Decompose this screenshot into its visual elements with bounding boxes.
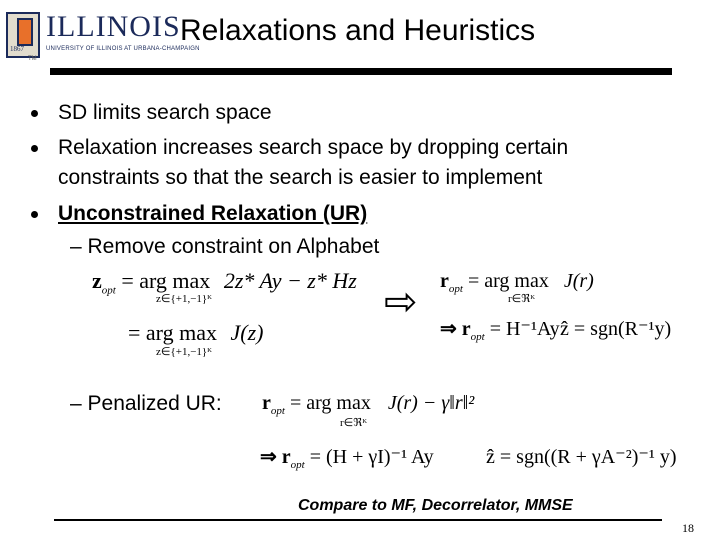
bullet-icon <box>31 145 38 152</box>
equation-ropt-solution: ⇒ $r_{opt} = H^{-1}Ay$ <box>440 318 560 343</box>
constraint-real-2: r∈ℜᴷ <box>340 417 368 429</box>
equation-zhat-penalized: ẑ = sgn((R + γA⁻²)⁻¹ y) <box>486 446 677 468</box>
bullet-2-continued: constraints so that the search is easier to implement <box>58 166 543 189</box>
sub-item-penalized-ur: – Penalized UR: <box>70 392 222 415</box>
sub-item-remove-constraint: – Remove constraint on Alphabet <box>70 235 380 258</box>
equation-penalized-solution: ⇒ $r_{opt} = (H + \gamma I)^{-1}$ Ay <box>260 446 434 471</box>
constraint-discrete-2: z∈{+1,−1}ᴷ <box>156 346 213 358</box>
bullet-3-heading: Unconstrained Relaxation (UR) <box>58 202 368 225</box>
logo-subtitle: UNIVERSITY OF ILLINOIS AT URBANA-CHAMPAIGN <box>46 46 200 52</box>
bullet-2: Relaxation increases search space by dropping certain <box>58 136 569 159</box>
implies-arrow-icon: ⇨ <box>384 279 418 324</box>
bullet-1: SD limits search space <box>58 101 272 124</box>
equation-zhat-ur: ẑ = sgn(R⁻¹y) <box>560 318 672 340</box>
caption: Compare to MF, Decorrelator, MMSE <box>298 497 573 514</box>
equation-zopt-J: = arg max J(z) <box>128 320 264 345</box>
slide-title: Relaxations and Heuristics <box>180 14 536 47</box>
block-i-icon <box>6 12 40 58</box>
equation-penalized: $r_{opt}$ = arg max J(r) − γ‖r‖² <box>262 392 475 417</box>
logo-year: 1867 <box>10 45 24 53</box>
footer-divider <box>54 519 662 521</box>
logo-wordmark: ILLINOIS <box>46 10 181 43</box>
constraint-real-1: r∈ℜᴷ <box>508 293 536 305</box>
page-number: 18 <box>682 521 694 535</box>
constraint-discrete-1: z∈{+1,−1}ᴷ <box>156 293 213 305</box>
equation-zopt: $z_{opt}$ = arg max 2z* Ay − z* Hz <box>92 268 357 297</box>
logo-trademark: TM <box>28 56 37 62</box>
bullet-icon <box>31 211 38 218</box>
bullet-icon <box>31 110 38 117</box>
equation-ropt: $r_{opt}$ = arg max J(r) <box>440 270 594 295</box>
title-divider <box>50 68 672 75</box>
